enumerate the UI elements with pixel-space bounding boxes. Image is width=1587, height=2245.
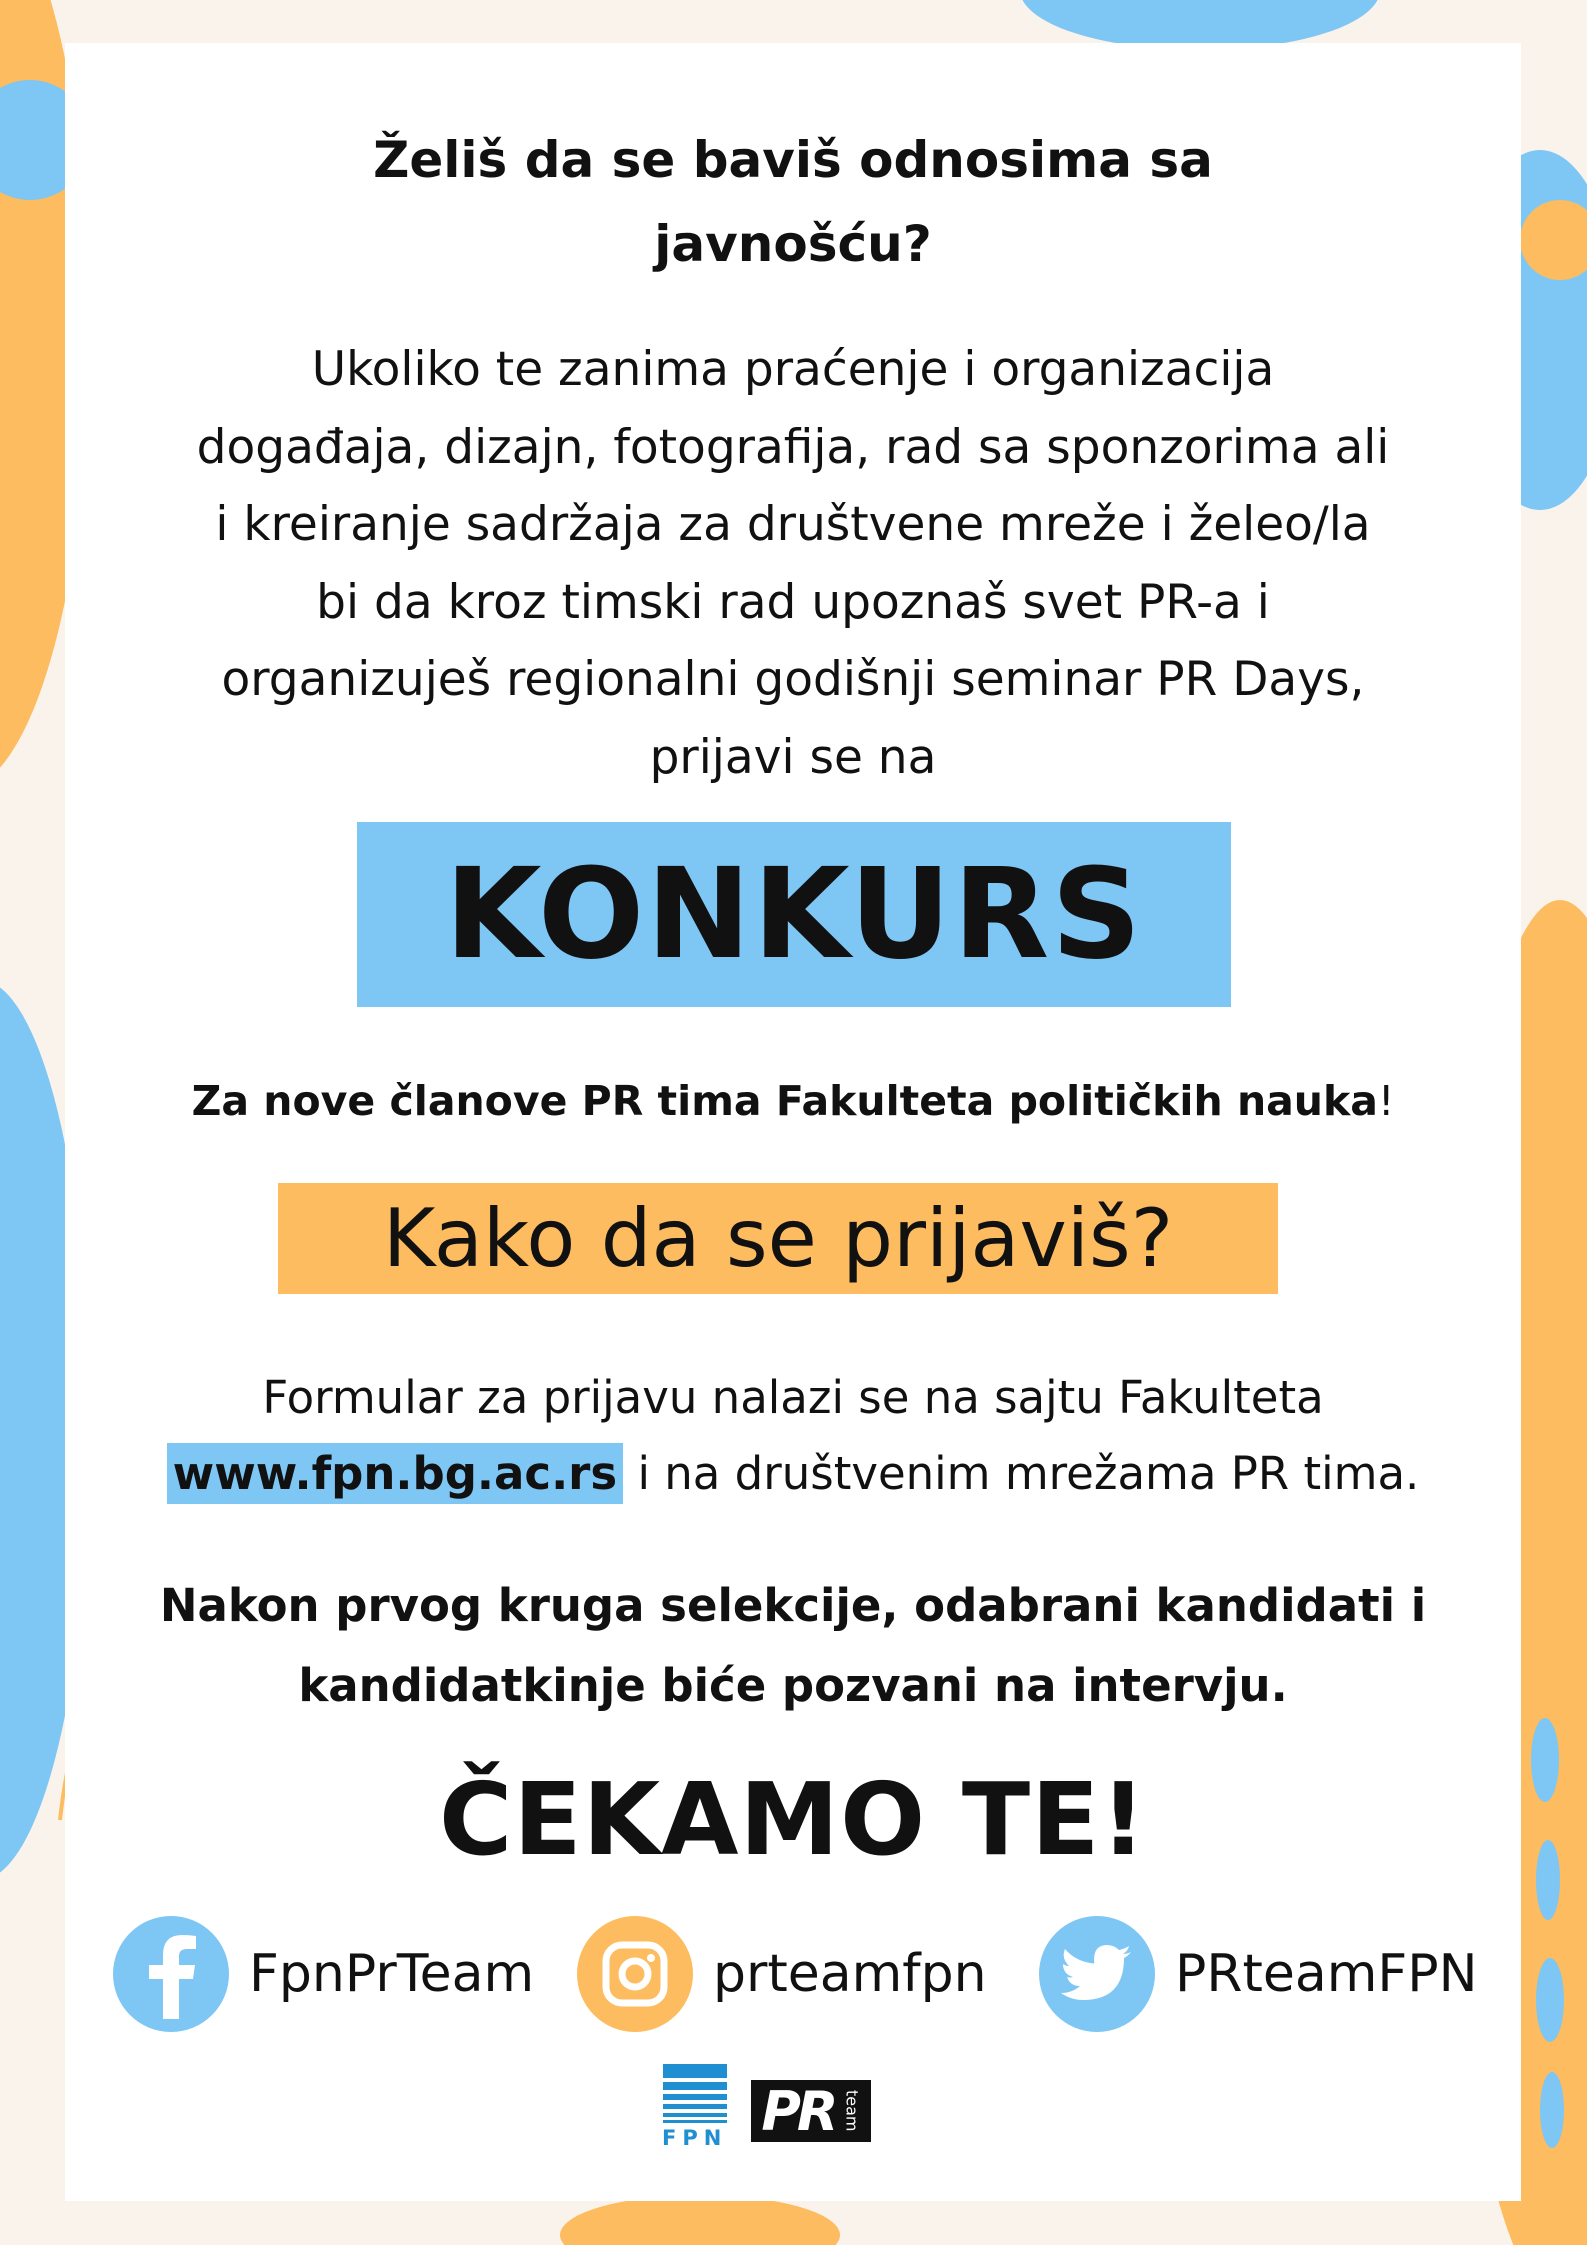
twitter-handle: PRteamFPN — [1175, 1944, 1478, 2004]
poster-card — [65, 43, 1521, 2201]
form-info — [65, 1360, 1521, 1512]
instagram-handle: prteamfpn — [713, 1944, 987, 2004]
twitter-icon — [1039, 1916, 1155, 2032]
social-twitter[interactable] — [1039, 1916, 1478, 2032]
selection-line-1: Nakon prvog kruga selekcije, odabrani kandidati i — [159, 1579, 1427, 1632]
pr-team-logo — [751, 2080, 871, 2142]
intro-line: Ukoliko te zanima praćenje i organizacija — [311, 342, 1275, 397]
heading-line-1: Želiš da se baviš odnosima sa — [373, 131, 1213, 189]
poster-heading — [65, 118, 1521, 286]
facebook-handle: FpnPrTeam — [249, 1944, 535, 2004]
form-info-line-2 — [65, 1436, 1521, 1512]
subtitle — [65, 1077, 1521, 1125]
subtitle-exclamation: ! — [1377, 1077, 1395, 1125]
pr-logo-text: PR — [761, 2079, 835, 2143]
konkurs-banner — [357, 822, 1231, 1007]
social-instagram[interactable] — [577, 1916, 987, 2032]
fpn-logo — [662, 2064, 727, 2150]
intro-line: i kreiranje sadržaja za društvene mreže i želeo/la — [215, 497, 1371, 552]
form-info-line-2-rest: i na društvenim mrežama PR tima. — [623, 1447, 1420, 1500]
intro-line: organizuješ regionalni godišnji seminar PR Days, — [221, 652, 1365, 707]
cekamo-te-title: ČEKAMO TE! — [438, 1761, 1148, 1878]
intro-line: prijavi se na — [649, 729, 937, 785]
fpn-logo-text: FPN — [662, 2126, 728, 2150]
form-info-line-1: Formular za prijavu nalazi se na sajtu Fakulteta — [262, 1371, 1324, 1424]
selection-line-2: kandidatkinje biće pozvani na intervju. — [298, 1659, 1288, 1712]
faculty-website-link[interactable]: www.fpn.bg.ac.rs — [167, 1443, 624, 1504]
heading-line-2: javnošću? — [654, 215, 932, 273]
team-logo-text: team — [842, 2090, 862, 2132]
intro-line: bi da kroz timski rad upoznaš svet PR-a i — [316, 574, 1270, 630]
how-to-apply-banner — [278, 1183, 1278, 1294]
social-facebook[interactable] — [113, 1916, 534, 2032]
subtitle-text: Za nove članove PR tima Fakulteta političkih nauka — [191, 1077, 1378, 1125]
intro-line: događaja, dizajn, fotografija, rad sa sponzorima ali — [196, 419, 1390, 475]
logos-row — [662, 2064, 871, 2150]
how-to-apply-title: Kako da se prijaviš? — [382, 1192, 1174, 1285]
intro-paragraph — [65, 331, 1521, 796]
instagram-icon — [577, 1916, 693, 2032]
selection-info — [65, 1566, 1521, 1726]
konkurs-title: KONKURS — [444, 842, 1144, 987]
facebook-icon — [113, 1916, 229, 2032]
